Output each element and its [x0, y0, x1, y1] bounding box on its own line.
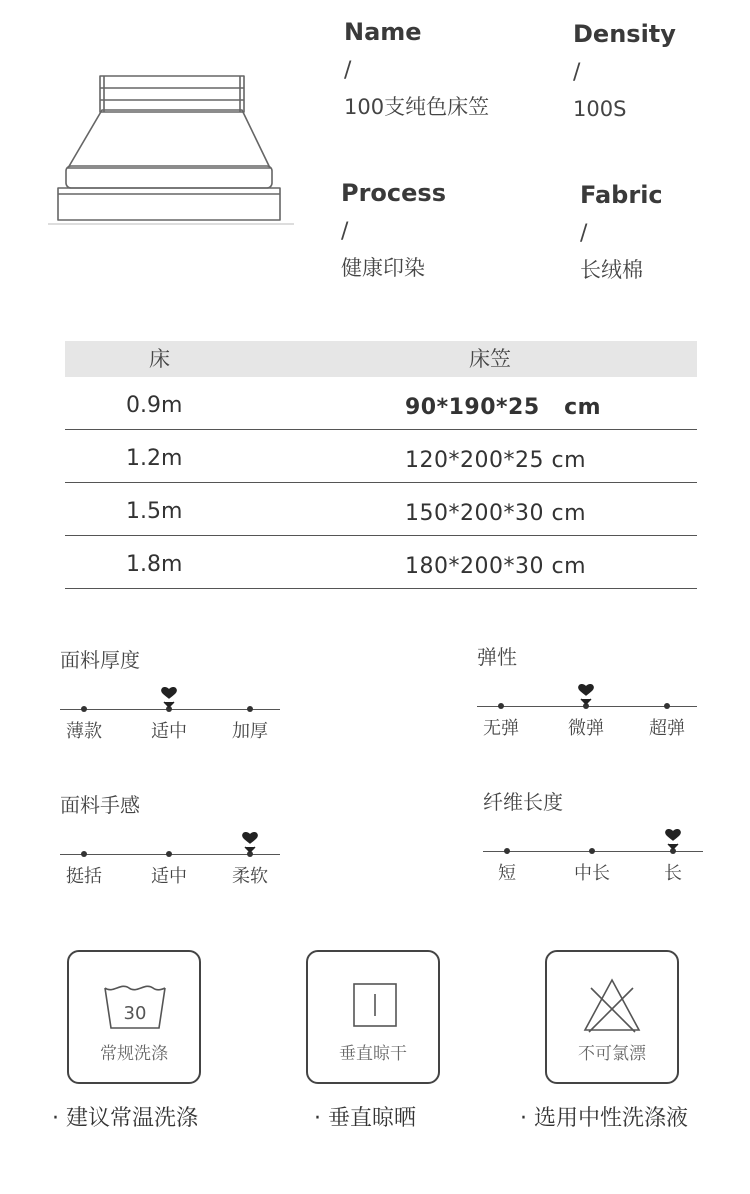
scale-label: 适中 — [151, 866, 187, 887]
row-bed-size: 0.9m — [126, 393, 183, 418]
scale-label: 挺括 — [66, 866, 102, 887]
attr-process-title: Process — [341, 179, 446, 207]
heart-marker-icon — [665, 829, 681, 851]
attr-process-slash: / — [341, 219, 349, 244]
scale-title: 面料手感 — [60, 793, 140, 817]
care-dry-box — [306, 950, 440, 1084]
table-row — [65, 430, 697, 483]
care-wash-box — [67, 950, 201, 1084]
attr-density-slash: / — [573, 60, 581, 85]
scale-tick — [664, 703, 670, 709]
care-label: 垂直晾干 — [339, 1044, 407, 1064]
scale-tick — [498, 703, 504, 709]
attr-fabric-slash: / — [580, 221, 588, 246]
scale-label: 中长 — [574, 863, 610, 884]
scale-label: 柔软 — [232, 866, 268, 887]
row-bed-size: 1.5m — [126, 499, 183, 524]
attr-name-slash: / — [344, 58, 352, 83]
scale-tick — [81, 706, 87, 712]
attr-fabric — [580, 181, 663, 283]
table-row — [65, 483, 697, 536]
care-tip-detergent: · 选用中性洗涤液 — [520, 1106, 688, 1131]
scale-label: 薄款 — [66, 721, 102, 742]
care-tip-wash: · 建议常温洗涤 — [52, 1106, 198, 1131]
heart-marker-icon — [242, 832, 258, 854]
size-table-header — [65, 341, 697, 377]
scale-tick — [589, 848, 595, 854]
scale-label: 加厚 — [232, 721, 268, 742]
scale-tick — [504, 848, 510, 854]
care-label: 常规洗涤 — [100, 1044, 168, 1064]
attr-density-title: Density — [573, 20, 676, 48]
attr-name-title: Name — [344, 18, 422, 46]
heart-marker-icon — [578, 684, 594, 706]
header-bed: 床 — [149, 347, 170, 371]
heart-marker-icon — [161, 687, 177, 709]
scale-hand-feel — [60, 792, 280, 892]
row-bed-size: 1.8m — [126, 552, 183, 577]
scale-title: 弹性 — [477, 645, 517, 669]
care-bleach-box — [545, 950, 679, 1084]
scale-label: 长 — [664, 863, 682, 884]
scale-elasticity — [477, 644, 697, 744]
row-sheet-size: 150*200*30 cm — [405, 501, 586, 526]
row-sheet-size: 120*200*25 cm — [405, 448, 586, 473]
attr-name — [344, 18, 489, 120]
bed-illustration — [48, 72, 294, 232]
scale-label: 短 — [498, 863, 516, 884]
wash-temp: 30 — [123, 1003, 147, 1024]
row-sheet-size: 180*200*30 cm — [405, 554, 586, 579]
scale-thickness — [60, 647, 280, 747]
scale-label: 微弹 — [568, 718, 604, 739]
attr-process-value: 健康印染 — [341, 256, 425, 280]
scale-tick — [247, 706, 253, 712]
scale-label: 超弹 — [649, 718, 685, 739]
row-sheet-size: 90*190*25 cm — [405, 395, 602, 420]
table-row — [65, 377, 697, 430]
attr-process — [341, 179, 446, 281]
attr-fabric-value: 长绒棉 — [580, 258, 643, 282]
header-fitted-sheet: 床笠 — [469, 347, 511, 371]
scale-title: 纤维长度 — [483, 790, 563, 814]
scale-fiber-length — [483, 789, 703, 889]
care-label: 不可氯漂 — [578, 1044, 646, 1064]
attr-density-value: 100S — [573, 97, 627, 121]
scale-label: 无弹 — [483, 718, 519, 739]
scale-title: 面料厚度 — [60, 648, 140, 672]
scale-tick — [81, 851, 87, 857]
size-table — [65, 341, 697, 589]
table-row — [65, 536, 697, 589]
attr-density — [573, 20, 676, 122]
attr-fabric-title: Fabric — [580, 181, 663, 209]
scale-label: 适中 — [151, 721, 187, 742]
attr-name-value: 100支纯色床笠 — [344, 95, 490, 119]
scale-tick — [166, 851, 172, 857]
row-bed-size: 1.2m — [126, 446, 183, 471]
care-tip-dry: · 垂直晾晒 — [314, 1106, 416, 1131]
